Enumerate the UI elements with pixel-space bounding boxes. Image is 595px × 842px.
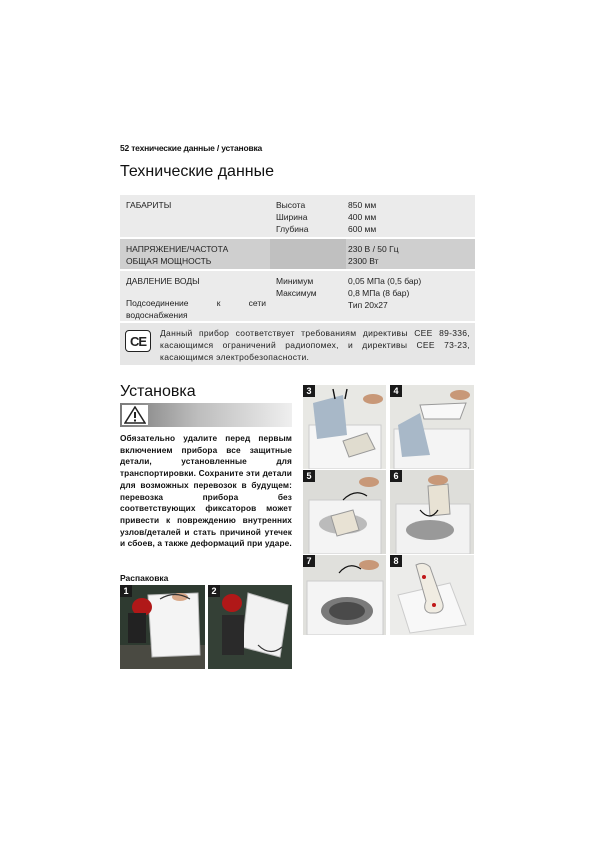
param-height: Высота [276,200,306,210]
photo-number: 1 [120,585,132,597]
dimensions-values [348,199,473,235]
value-min: 0,05 МПа (0,5 бар) [348,276,422,286]
param-min: Минимум [276,276,314,286]
warning-icon [122,405,148,425]
ce-mark-icon: CE [125,330,151,352]
water-label [126,275,266,321]
photo-number: 7 [303,555,315,567]
unpacking-photo-1 [120,585,205,669]
row-ce [120,323,475,365]
value-depth: 600 мм [348,224,377,234]
value-thread-type: Тип 20x27 [348,300,388,310]
unpacking-label: Распаковка [120,573,169,583]
total-power-label: ОБЩАЯ МОЩНОСТЬ [126,256,212,266]
value-width: 400 мм [348,212,377,222]
unpacking-photo-4 [390,385,474,469]
unpacking-photo-5 [303,470,386,554]
power-params [270,239,346,269]
voltage-label: НАПРЯЖЕНИЕ/ЧАСТОТА [126,244,229,254]
param-depth: Глубина [276,224,309,234]
dimensions-params [270,195,346,237]
section-header: 52 технические данные / установка [120,143,263,153]
tech-data-title: Технические данные [120,163,275,180]
water-values [348,275,473,311]
unpacking-photo-6 [390,470,474,554]
power-value: 2300 Вт [348,256,379,266]
specs-table [120,195,475,367]
water-pressure-label: ДАВЛЕНИЕ ВОДЫ [126,276,200,286]
row-water [120,271,475,321]
unpacking-photo-3 [303,385,386,469]
water-params [270,271,346,321]
param-max: Максимум [276,288,317,298]
row-power [120,239,475,269]
voltage-value: 230 В / 50 Гц [348,244,399,254]
connection-label: Подсоединение к сети [126,298,266,308]
power-label [126,243,274,267]
row-dimensions [120,195,475,237]
ce-compliance-text: Данный прибор соответствует требованиям директивы CEE 89-336, касающимся ограничений радиопомех, и директивы CEE 73-23, касающимся электробезопасности. [160,328,470,362]
photo-number: 2 [208,585,220,597]
unpacking-photo-8 [390,555,474,635]
value-height: 850 мм [348,200,377,210]
dimensions-label: ГАБАРИТЫ [126,200,172,210]
unpacking-photo-7 [303,555,386,635]
unpacking-photo-2 [208,585,292,669]
param-width: Ширина [276,212,308,222]
photo-number: 5 [303,470,315,482]
value-max: 0,8 МПа (8 бар) [348,288,410,298]
photo-number: 4 [390,385,402,397]
photo-number: 6 [390,470,402,482]
photo-number: 3 [303,385,315,397]
connection-label-line2: водоснабжения [126,310,188,320]
installation-title: Установка [120,383,196,400]
photo-number: 8 [390,555,402,567]
warning-text: Обязательно удалите перед первым включением прибора все защитные детали, установленные для транспортировки. Сохраните эти детали для возможных перевозок в будущем: перевозка прибора без соответствующих фиксаторов может привести к повреждению внутренних узлов/деталей и стать причиной утечек и сбоев, а также деформаций при ударе. [120,433,292,549]
power-values [348,243,473,267]
